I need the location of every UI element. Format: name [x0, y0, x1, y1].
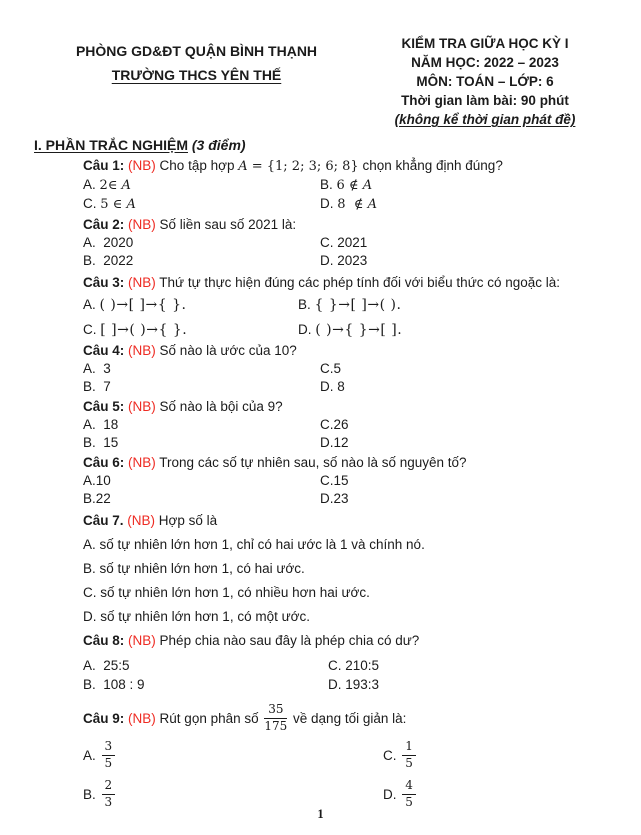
question-7-header [83, 512, 611, 530]
question-6-option-B: B.22 [83, 491, 111, 506]
question-2-options [83, 234, 611, 270]
question-8 [83, 632, 611, 694]
question-5-header [83, 398, 611, 416]
fraction-denominator: 3 [104, 794, 113, 809]
fraction [264, 703, 287, 734]
question-1-option-B: B. 6 ∉ A [320, 177, 373, 193]
fraction-numerator: 4 [402, 779, 416, 795]
school-name: TRƯỜNG THCS YÊN THẾ [111, 67, 282, 83]
question-2-text: Số liền sau số 2021 là: [159, 217, 297, 232]
question-6-options [83, 472, 611, 508]
fraction-denominator: 175 [264, 718, 288, 733]
page-number: 1 [317, 807, 324, 821]
question-5 [83, 398, 611, 452]
question-5-text: Số nào là bội của 9? [159, 399, 283, 414]
fraction-numerator: 1 [402, 740, 416, 756]
math-variable: A [126, 197, 136, 212]
fraction [102, 740, 116, 771]
question-2 [83, 216, 611, 270]
question-1 [83, 157, 611, 214]
question-2-option-D: D. 2023 [320, 253, 368, 268]
question-2-label: Câu 2: [83, 217, 125, 232]
question-8-text: Phép chia nào sau đây là phép chia có dư? [159, 633, 420, 648]
question-7-options [83, 536, 611, 626]
math-variable: A [238, 159, 248, 174]
section-title [34, 136, 611, 155]
question-6-option-A: A.10 [83, 473, 111, 488]
question-5-option-B: B. 15 [83, 435, 119, 450]
document-header [34, 34, 611, 129]
question-2-nb-tag: (NB) [128, 217, 156, 232]
question-8-nb-tag: (NB) [128, 633, 156, 648]
question-3-option-B: B. { }→[ ]→( ). [298, 297, 402, 313]
question-3 [83, 274, 611, 340]
question-9-option-D: D. $\frac{4}{5}$ [383, 778, 611, 812]
math-variable: A [121, 178, 131, 193]
question-4-options [83, 360, 611, 396]
math-text: { }→[ ]→( ). [314, 297, 402, 313]
section-points: (3 điểm) [191, 137, 246, 153]
math-text: ( )→[ ]→{ }. [99, 297, 187, 313]
question-9 [83, 704, 611, 812]
math-text: 6 ∉ [336, 178, 363, 193]
question-9-options [83, 739, 611, 812]
question-9-label: Câu 9: [83, 711, 125, 726]
math-text: 2∈ [99, 178, 122, 193]
department-name: PHÒNG GD&ĐT QUẬN BÌNH THẠNH [75, 43, 318, 59]
question-4-nb-tag: (NB) [128, 343, 156, 358]
question-3-nb-tag: (NB) [128, 275, 156, 290]
fraction [402, 779, 416, 810]
exam-header-block [359, 34, 611, 129]
question-6-nb-tag: (NB) [128, 455, 156, 470]
duration-note: (không kể thời gian phát đề) [394, 112, 576, 127]
question-5-option-C: C.26 [320, 417, 349, 432]
question-4 [83, 342, 611, 396]
exam-title: KIỂM TRA GIỮA HỌC KỲ I [401, 36, 569, 51]
question-9-option-B: B. $\frac{2}{3}$ [83, 778, 383, 812]
question-1-text: Cho tập hợp A = {1; 2; 3; 6; 8} chọn khẳng định đúng? [159, 158, 503, 174]
question-3-text: Thứ tự thực hiện đúng các phép tính đối với biểu thức có ngoặc là: [159, 275, 561, 290]
math-text: [ ]→( )→{ }. [100, 322, 188, 338]
question-3-option-C: C. [ ]→( )→{ }. [83, 322, 188, 338]
question-9-header [83, 704, 611, 735]
question-4-option-C: C.5 [320, 361, 342, 376]
math-text: = {1; 2; 3; 6; 8} [247, 159, 359, 174]
question-7 [83, 512, 611, 626]
question-9-option-A: A. $\frac{3}{5}$ [83, 739, 383, 773]
question-1-option-A: A. 2∈ A [83, 177, 131, 193]
math-variable: A [362, 178, 373, 193]
question-5-option-A: A. 18 [83, 417, 119, 432]
fraction-numerator: 35 [264, 703, 287, 719]
question-6-option-D: D.23 [320, 491, 349, 506]
question-3-header [83, 274, 611, 292]
question-3-option-A: A. ( )→[ ]→{ }. [83, 297, 187, 313]
question-9-option-C: C. $\frac{1}{5}$ [383, 739, 611, 773]
subject-grade: MÔN: TOÁN – LỚP: 6 [416, 74, 554, 89]
question-7-label: Câu 7. [83, 513, 124, 528]
question-1-nb-tag: (NB) [128, 158, 156, 173]
question-8-label: Câu 8: [83, 633, 125, 648]
question-2-option-A: A. 2020 [83, 235, 134, 250]
question-4-header [83, 342, 611, 360]
fraction-numerator: 3 [102, 740, 116, 756]
question-4-text: Số nào là ước của 10? [159, 343, 297, 358]
question-7-option-B: B. số tự nhiên lớn hơn 1, có hai ước. [83, 561, 305, 576]
question-8-header [83, 632, 611, 650]
question-6-text: Trong các số tự nhiên sau, số nào là số nguyên tố? [159, 455, 467, 470]
fraction-denominator: 5 [405, 755, 413, 770]
question-9-text: Rút gọn phân số $\frac{35}{175}$ về dạng tối giản là: [159, 702, 407, 733]
fraction [402, 740, 416, 771]
question-4-option-D: D. 8 [320, 379, 345, 394]
question-8-option-C: C. 210:5 [328, 658, 380, 673]
question-6-header [83, 454, 611, 472]
question-6 [83, 454, 611, 508]
fraction-denominator: 5 [405, 794, 413, 809]
question-7-option-D: D. số tự nhiên lớn hơn 1, có một ước. [83, 609, 310, 624]
question-1-option-C: C. 5 ∈ A [83, 196, 136, 212]
question-6-label: Câu 6: [83, 455, 125, 470]
question-5-option-D: D.12 [320, 435, 349, 450]
question-5-options [83, 416, 611, 452]
school-header-block [34, 34, 359, 87]
question-1-option-D: D. 8 ∉ A [320, 196, 377, 212]
fraction [102, 779, 116, 810]
math-variable: A [367, 197, 377, 212]
question-6-option-C: C.15 [320, 473, 349, 488]
question-8-option-D: D. 193:3 [328, 677, 380, 692]
question-8-option-A: A. 25:5 [83, 658, 130, 673]
question-2-option-B: B. 2022 [83, 253, 134, 268]
question-3-option-D: D. ( )→{ }→[ ]. [298, 322, 403, 338]
question-4-option-A: A. 3 [83, 361, 111, 376]
exam-duration: Thời gian làm bài: 90 phút [401, 93, 569, 108]
question-2-option-C: C. 2021 [320, 235, 368, 250]
question-7-option-C: C. số tự nhiên lớn hơn 1, có nhiều hơn hai ước. [83, 585, 370, 600]
question-7-option-A: A. số tự nhiên lớn hơn 1, chỉ có hai ước là 1 và chính nó. [83, 537, 425, 552]
question-3-options [83, 295, 611, 340]
section-title-text: I. PHẦN TRẮC NGHIỆM [34, 137, 188, 153]
question-4-option-B: B. 7 [83, 379, 111, 394]
question-5-nb-tag: (NB) [128, 399, 156, 414]
question-7-nb-tag: (NB) [127, 513, 156, 528]
question-9-nb-tag: (NB) [128, 711, 156, 726]
question-1-header [83, 157, 611, 176]
question-2-header [83, 216, 611, 234]
fraction-denominator: 5 [104, 755, 113, 770]
math-text: 5 ∈ [100, 197, 127, 212]
question-1-options [83, 176, 611, 214]
question-5-label: Câu 5: [83, 399, 125, 414]
question-7-text: Hợp số là [158, 513, 218, 528]
question-4-label: Câu 4: [83, 343, 125, 358]
math-text: 8 ∉ [337, 197, 368, 212]
questions-container [83, 157, 611, 812]
math-text: ( )→{ }→[ ]. [315, 322, 403, 338]
question-3-label: Câu 3: [83, 275, 125, 290]
fraction-numerator: 2 [102, 779, 116, 795]
school-year: NĂM HỌC: 2022 – 2023 [411, 55, 559, 70]
question-8-options [83, 656, 611, 694]
question-1-label: Câu 1: [83, 158, 125, 173]
question-8-option-B: B. 108 : 9 [83, 677, 145, 692]
